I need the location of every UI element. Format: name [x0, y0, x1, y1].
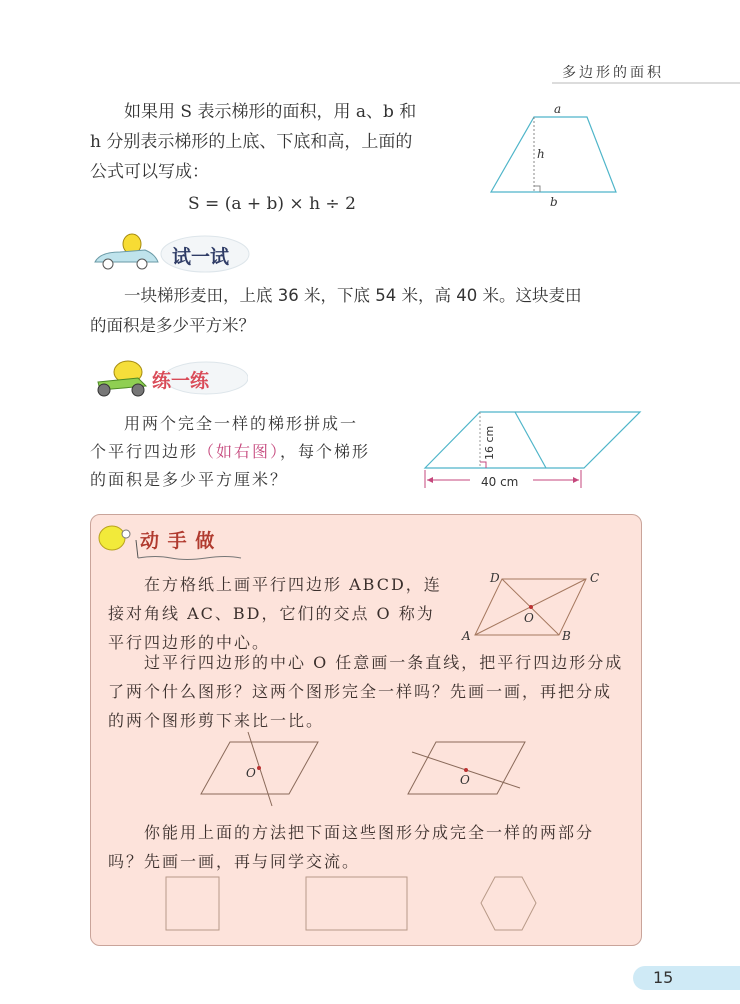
example-2-o-label: O [460, 773, 470, 787]
label-h: h [537, 147, 545, 161]
practice-badge [88, 358, 248, 398]
formula-text-line-2: h 分别表示梯形的上底、下底和高，上面的 [90, 132, 413, 152]
see-figure-hint: （如右图） [198, 442, 281, 461]
center-o-label: O [524, 611, 534, 625]
try-badge [90, 232, 250, 276]
hands-on-p2-line-3: 的两个图形剪下来比一比。 [108, 711, 325, 730]
example-1-o-label: O [246, 766, 256, 780]
hands-on-p1-line-2: 接对角线 AC、BD，它们的交点 O 称为 [108, 604, 435, 623]
square-shape [166, 877, 219, 930]
try-label: 试一试 [172, 246, 230, 268]
practice-text-line-1: 用两个完全一样的梯形拼成一 [124, 414, 359, 433]
practice-text-pre: 个平行四边形 [90, 442, 199, 461]
hands-on-p1-line-1: 在方格纸上画平行四边形 ABCD，连 [144, 575, 442, 594]
formula-text-line-1: 如果用 S 表示梯形的面积，用 a、b 和 [124, 102, 417, 122]
label-b: b [550, 195, 558, 209]
vertex-d-label: D [490, 571, 500, 585]
try-text-line-1: 一块梯形麦田，上底 36 米，下底 54 米，高 40 米。这块麦田 [124, 286, 582, 305]
division-examples-figure [190, 728, 540, 813]
practice-text-line-2 [90, 438, 370, 466]
width-label: 40 cm [481, 475, 519, 489]
area-formula: S = (a + b) × h ÷ 2 [188, 194, 356, 214]
try-text-line-2: 的面积是多少平方米？ [90, 316, 255, 335]
practice-label: 练一练 [152, 370, 210, 392]
hands-on-p1-line-3: 平行四边形的中心。 [108, 633, 271, 652]
shapes-to-divide-figure [150, 870, 570, 940]
rectangle-shape [306, 877, 407, 930]
hands-on-p3-line-2: 吗？先画一画，再与同学交流。 [108, 852, 361, 871]
hands-on-p3-line-1: 你能用上面的方法把下面这些图形分成完全一样的两部分 [144, 823, 595, 842]
practice-text-line-3: 的面积是多少平方厘米？ [90, 470, 289, 489]
page-number: 15 [653, 968, 674, 987]
formula-text-line-3: 公式可以写成： [90, 162, 209, 182]
page-number-tab [633, 966, 740, 990]
section-title: 多边形的面积 [562, 65, 664, 81]
header-divider [552, 82, 740, 84]
hands-on-p2-line-1: 过平行四边形的中心 O 任意画一条直线，把平行四边形分成 [144, 653, 624, 672]
height-label: 16 cm [483, 425, 496, 460]
hexagon-shape [481, 877, 536, 930]
parallelogram-abcd-figure [458, 568, 618, 643]
vertex-c-label: C [590, 571, 600, 585]
trapezoid-figure [480, 100, 630, 215]
practice-text-post: ，每个梯形 [280, 442, 371, 461]
vertex-b-label: B [562, 629, 571, 643]
hands-on-p2-line-2: 了两个什么图形？这两个图形完全一样吗？先画一画，再把分成 [108, 682, 613, 701]
vertex-a-label: A [462, 629, 471, 643]
parallelogram-of-trapezoids-figure [415, 400, 645, 495]
hands-on-title: 动 手 做 [140, 530, 216, 552]
label-a: a [554, 102, 562, 116]
